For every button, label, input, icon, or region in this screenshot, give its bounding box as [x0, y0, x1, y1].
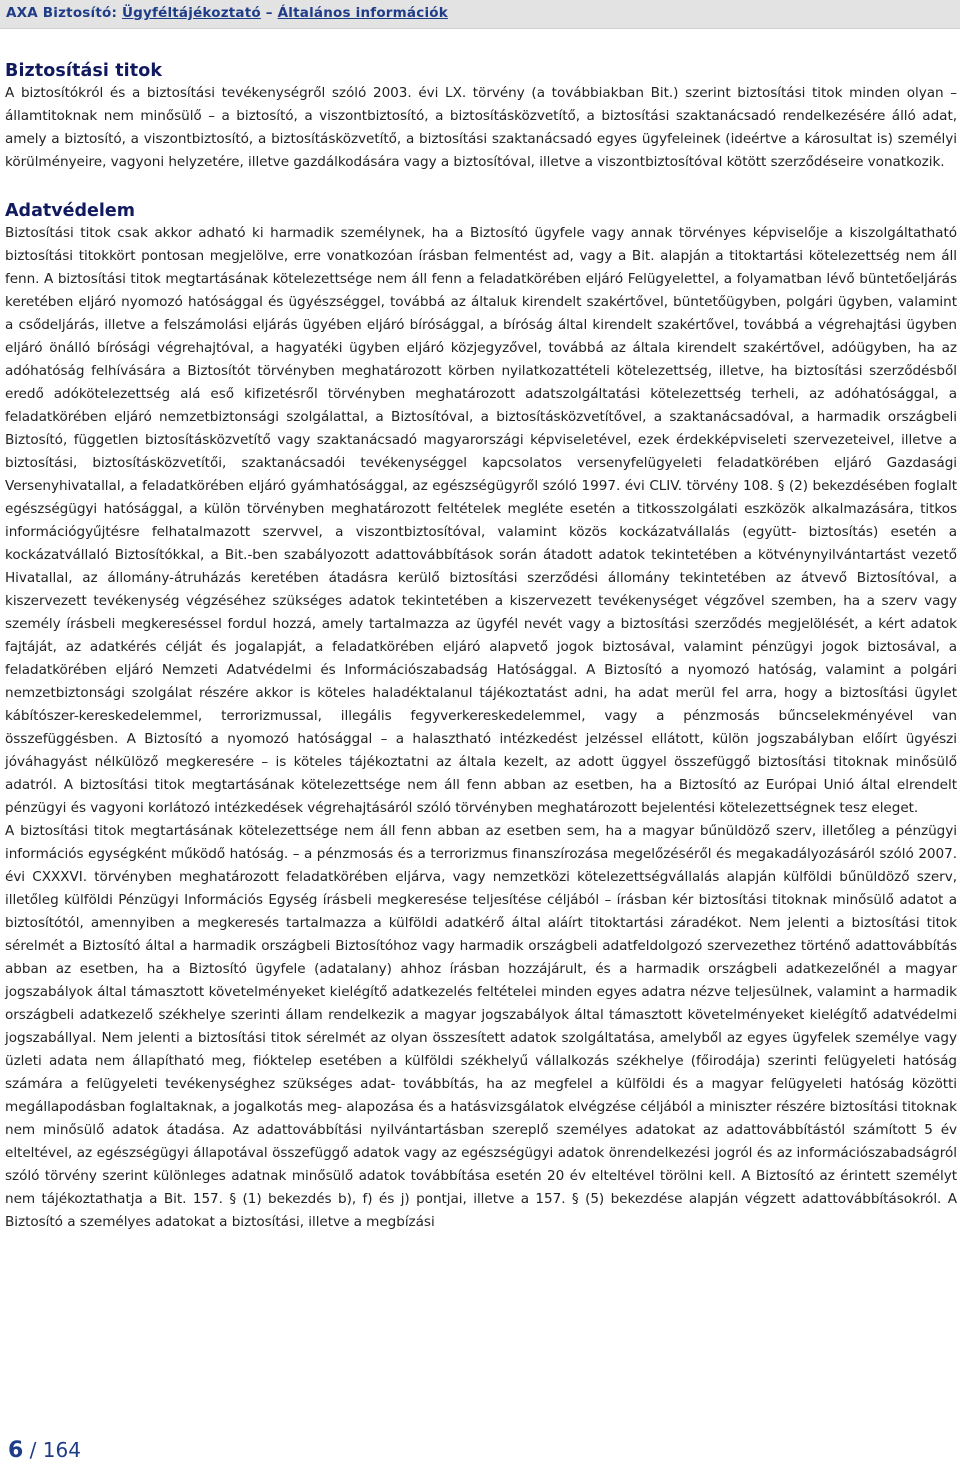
paragraph-biztositasi-titok: A biztosítókról és a biztosítási tevékenységről szóló 2003. évi LX. törvény (a továbbiakban Bit.) szerint biztosítási titok minden olyan – államtitoknak nem minősülő – a biztosító, a viszontbiztosító, a biztosításközvetítő, a biztosítási szaktanácsadó rendelkezésére álló adat, amely a biztosító, a viszontbiztosító, a biztosításközvetítő, a biztosítási szaktanácsadó egyes ügyfeleinek (ideértve a károsultat is) személyi körülményeire, vagyoni helyzetére, illetve gazdálkodására vagy a biztosítóval, illetve a viszontbiztosítóval kötött szerződéseire vonatkozik. [5, 85, 957, 170]
document-content [5, 60, 957, 1234]
header-title [6, 5, 448, 21]
page-number: 6 [8, 1438, 24, 1463]
section-title-adatvedelem: Adatvédelem [5, 201, 136, 221]
breadcrumb-ugyfeltajekoztato[interactable]: Ügyféltájékoztató [122, 5, 261, 21]
page-footer [8, 1438, 81, 1463]
paragraph-adatvedelem-2: A biztosítási titok megtartásának kötelezettsége nem áll fenn abban az esetben sem, ha a magyar bűnüldöző szerv, illetőleg a pénzügyi információs egységként működő hatóság. – a pénzmosás és a terrorizmus finanszírozása megelőzéséről és megakadályozásáról szóló 2007. évi CXXXVI. törvényben meghatározott feladatkörében eljárva, vagy nemzetközi kötelezettségvállalás alapján külföldi bűnüldöző szerv, illetőleg külföldi Pénzügyi Információs Egység írásbeli megkeresése teljesítése céljából – írásban kér biztosítási titoknak minősülő adatot a biztosítótól, amennyiben a megkeresés tartalmazza a külföldi adatkérő által aláírt titoktartási záradékot. Nem jelenti a biztosítási titok sérelmét a Biztosító által a harmadik országbeli Biztosítóhoz vagy harmadik országbeli adatfeldolgozó szervezethez történő adattovábbítás abban az esetben, ha a Biztosító ügyfele (adatalany) ahhoz írásban hozzájárult, és a harmadik országbeli adatkezelőnél a magyar jogszabályok által támasztott követelményeket kielégítő adatkezelés feltételei minden egyes adatra nézve teljesülnek, valamint a harmadik országbeli adatkezelő székhelye szerinti állam rendelkezik a magyar jogszabályok által támasztott követelményeket kielégítő adatvédelmi jogszabállyal. Nem jelenti a biztosítási titok sérelmét az olyan összesített adatok szolgáltatása, amelyből az egyes ügyfelek személye vagy üzleti adata nem állapítható meg, fióktelep esetében a külföldi székhelyű vállalkozás székhelye (főirodája) szerinti felügyeleti hatóság számára a felügyeleti tevékenységhez szükséges adat- továbbítás, ha az megfelel a külföldi és a magyar felügyeleti hatóság közötti megállapodásban foglaltaknak, a jogalkotás meg- alapozása és a hatásvizsgálatok elvégzése céljából a miniszter részére biztosítási titoknak nem minősülő adatok átadása. Az adattovábbítási nyilvántartásban szereplő személyes adatokat az adattovábbítástól számított 5 év elteltével, az egészségügyi állapotával összefüggő adatok vagy az egészségügyi adatok önrendelkezési jogról és az információszabadságról szóló törvény szerint különleges adatnak minősülő adatok továbbítása esetén 20 év elteltével törölni kell. A Biztosító az érintett személyt nem tájékoztathatja a Bit. 157. § (1) bekezdés b), f) és j) pontjai, illetve a 157. § (5) bekezdése alapján végzett adattovábbításokról. A Biztosító a személyes adatokat a biztosítási, illetve a megbízási [5, 823, 957, 1230]
page-total: 164 [42, 1438, 81, 1462]
page-separator: / [23, 1438, 43, 1462]
brand-title: AXA Biztosító: [6, 5, 122, 21]
page-header [0, 0, 960, 29]
section-title-biztositasi-titok: Biztosítási titok [5, 61, 163, 81]
paragraph-adatvedelem-1: Biztosítási titok csak akkor adható ki harmadik személynek, ha a Biztosító ügyfele vagy annak törvényes képviselője a kiszolgáltatható biztosítási titokkört pontosan megjelölve, erre vonatkozóan írásban felmentést ad, vagy a Bit. alapján a titoktartási kötelezettség nem áll fenn. A biztosítási titok megtartásának kötelezettsége nem áll fenn a feladatkörében eljáró Felügyelettel, a folyamatban lévő büntetőeljárás keretében eljáró nyomozó hatósággal és ügyészséggel, továbbá az általuk kirendelt szakértővel, büntetőügyben, polgári ügyben, valamint a csődeljárás, illetve a felszámolási eljárás ügyében eljáró bírósággal, a bíróság által kirendelt szakértővel, továbbá a végrehajtási ügyben eljáró önálló bírósági végrehajtóval, a hagyatéki ügyben eljáró közjegyzővel, továbbá az általa kirendelt szakértővel, adóügyben, ha az adóhatóság felhívására a Biztosítót törvényben meghatározott körben nyilatkozattételi kötelezettség, illetve, ha biztosítási szerződésből eredő adókötelezettség alá eső kifizetésről törvényben meghatározott adatszolgáltatási kötelezettség terheli, az adóhatósággal, a feladatkörében eljáró nemzetbiztonsági szolgálattal, a Biztosítóval, a biztosításközvetítővel, a szaktanácsadóval, a harmadik országbeli Biztosító, független biztosításközvetítő vagy szaktanácsadó magyarországi képviseletével, ezek érdekképviseleti szervezeteivel, illetve a biztosítási, biztosításközvetítői, szaktanácsadói tevékenységgel kapcsolatos versenyfelügyeleti feladatkörében eljáró Gazdasági Versenyhivatallal, a feladatkörében eljáró gyámhatósággal, az egészségügyről szóló 1997. évi CLIV. törvény 108. § (2) bekezdésében foglalt egészségügyi hatósággal, a külön törvényben meghatározott feltételek megléte esetén a titkosszolgálati eszközök alkalmazására, titkos információgyűjtésre felhatalmazott szervvel, a viszontbiztosítóval, valamint közös kockázatvállalás (együtt- biztosítás) esetén a kockázatvállaló Biztosítókkal, a Bit.-ben szabályozott adattovábbítások során átadott adatok tekintetében a kötvénynyilvántartást vezető Hivatallal, az állomány-átruházás keretében átadásra kerülő biztosítási szerződési állomány tekintetében az átvevő Biztosítóval, a kiszervezett tevékenység végzéséhez szükséges adatok tekintetében a kiszervezett tevékenységet végzővel szemben, ha a szerv vagy személy írásbeli megkereséssel fordul hozzá, amely tartalmazza az ügyfél nevét vagy a biztosítási szerződés megjelölését, a kért adatok fajtáját, az adatkérés célját és jogalapját, a feladatkörében eljáró alapvető jogok biztosával, valamint pénzügyi jogok biztosával, a feladatkörében eljáró Nemzeti Adatvédelmi és Információszabadság Hatósággal. A Biztosító a nyomozó hatóság, valamint a polgári nemzetbiztonsági szolgálat részére akkor is köteles haladéktalanul tájékoztatást adni, ha adat merül fel arra, hogy a biztosítási ügylet kábítószer-kereskedelemmel, terrorizmussal, illegális fegyverkereskedelemmel, vagy a pénzmosás bűncselekményével van összefüggésben. A Biztosító a nyomozó hatósággal – a halasztható intézkedést jelzéssel ellátott, külön jogszabályban előírt ügyészi jóváhagyást nélkülöző megkeresére – is köteles tájékoztatni az általa kezelt, az adott üggyel összefüggő biztosítási titoknak minősülő adatról. A biztosítási titok megtartásának kötelezettsége nem áll fenn abban az esetben, ha a Biztosító az Európai Unió által elrendelt pénzügyi és vagyoni korlátozó intézkedések végrehajtásáról szóló törvényben meghatározott bejelentési kötelezettségnek tesz eleget. [5, 225, 957, 816]
breadcrumb-altalanos-informaciok[interactable]: Általános információk [277, 5, 448, 21]
breadcrumb-separator: – [260, 5, 278, 21]
